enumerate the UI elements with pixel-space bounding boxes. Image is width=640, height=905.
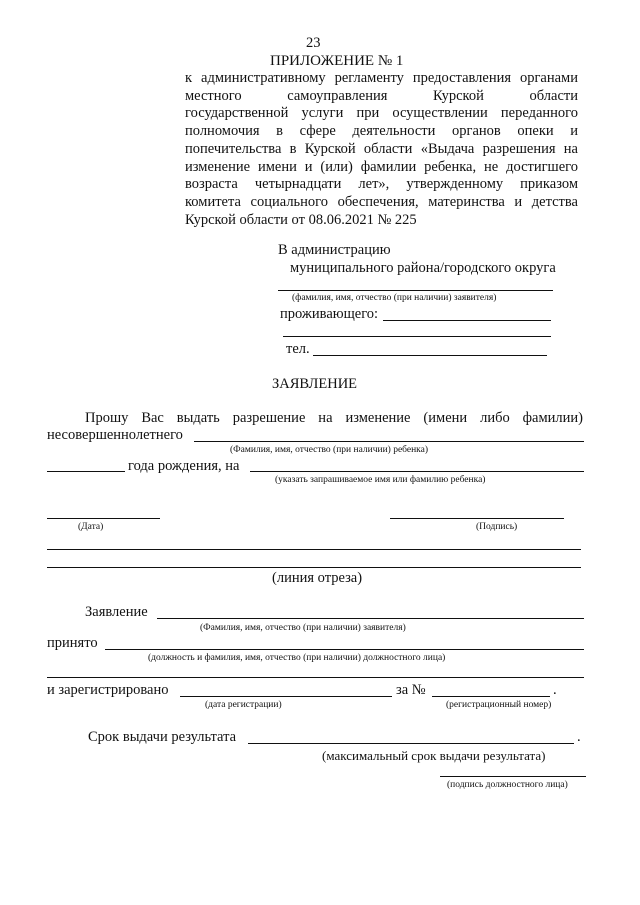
deadline-hint: (максимальный срок выдачи результата) <box>322 748 546 763</box>
page-number: 23 <box>306 35 321 51</box>
official-field[interactable] <box>105 649 584 650</box>
date-hint: (Дата) <box>78 522 104 532</box>
registration-number-hint: (регистрационный номер) <box>446 700 552 710</box>
residing-label: проживающего: <box>280 306 379 322</box>
registered-label: и зарегистрировано <box>47 682 169 698</box>
requested-name-hint: (указать запрашиваемое имя или фамилию ребенка) <box>275 475 486 485</box>
signature-field[interactable] <box>390 518 564 519</box>
appendix-line: изменение имени и (или) фамилии ребенка, не достигшего <box>185 158 578 175</box>
minor-label: несовершеннолетнего <box>47 427 183 443</box>
official-signature-hint: (подпись должностного лица) <box>447 780 568 790</box>
applicant-name-hint: (фамилия, имя, отчество (при наличии) заявителя) <box>292 293 497 303</box>
applicant-name-field[interactable] <box>278 290 553 291</box>
child-name-hint: (Фамилия, имя, отчество (при наличии) ребенка) <box>230 445 429 455</box>
requested-name-field[interactable] <box>250 471 584 472</box>
registration-date-field[interactable] <box>180 696 392 697</box>
phone-field[interactable] <box>313 355 547 356</box>
appendix-line: комитета социального обеспечения, материнства и детства <box>185 193 578 210</box>
official-signature-field[interactable] <box>440 776 586 777</box>
registration-date-hint: (дата регистрации) <box>205 700 282 710</box>
residing-address-field-2[interactable] <box>283 336 551 337</box>
signature-hint: (Подпись) <box>476 522 518 532</box>
appendix-title: ПРИЛОЖЕНИЕ № 1 <box>270 53 404 69</box>
official-hint: (должность и фамилия, имя, отчество (при наличии) должностного лица) <box>148 653 446 663</box>
receipt-statement-label: Заявление <box>85 604 148 620</box>
appendix-line: полномочия в сфере деятельности органов опеки и <box>185 123 578 140</box>
number-label: за № <box>396 682 426 698</box>
accepted-label: принято <box>47 635 98 651</box>
deadline-label: Срок выдачи результата <box>88 729 237 745</box>
addressee-line1: В администрацию <box>278 242 391 258</box>
child-name-field[interactable] <box>194 441 584 442</box>
deadline-end-dot: . <box>577 729 581 745</box>
deadline-field[interactable] <box>248 743 574 744</box>
registration-number-field[interactable] <box>432 696 550 697</box>
appendix-line: государственной услуги при осуществлении переданного <box>185 105 578 122</box>
phone-label: тел. <box>286 341 310 357</box>
statement-heading: ЗАЯВЛЕНИЕ <box>272 376 358 392</box>
birth-year-field[interactable] <box>47 471 125 472</box>
request-text: Прошу Вас выдать разрешение на изменение (имени либо фамилии) <box>85 410 583 426</box>
addressee-line2: муниципального района/городского округа <box>290 260 556 276</box>
birth-year-label: года рождения, на <box>128 458 240 474</box>
appendix-line: Курской области от 08.06.2021 № 225 <box>185 211 417 228</box>
appendix-line: местного самоуправления Курской области <box>185 87 578 104</box>
appendix-line: к административному регламенту предоставления органами <box>185 70 578 86</box>
cut-separator <box>47 567 581 568</box>
cut-separator <box>47 549 581 550</box>
date-field[interactable] <box>47 518 160 519</box>
residing-address-field[interactable] <box>383 320 551 321</box>
official-field-2[interactable] <box>47 677 584 678</box>
cut-line-label: (линия отреза) <box>272 570 363 586</box>
receipt-applicant-field[interactable] <box>157 618 584 619</box>
end-dot: . <box>553 682 557 698</box>
appendix-line: возраста четырнадцати лет», утвержденному приказом <box>185 176 578 193</box>
receipt-applicant-hint: (Фамилия, имя, отчество (при наличии) заявителя) <box>200 623 406 633</box>
appendix-line: попечительства в Курской области «Выдача разрешения на <box>185 140 578 157</box>
